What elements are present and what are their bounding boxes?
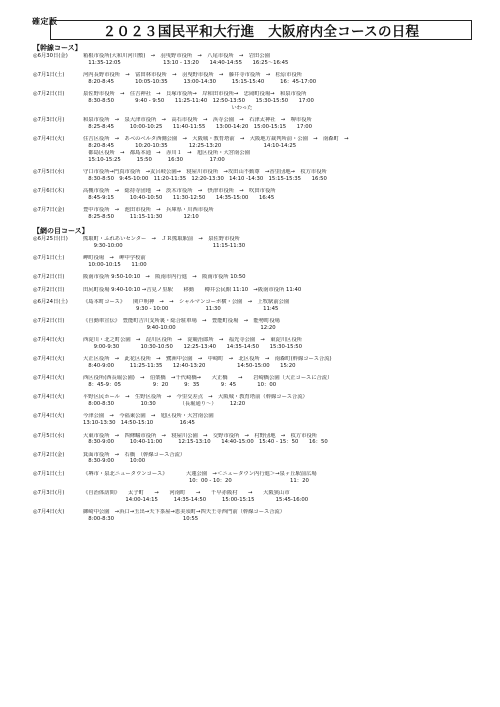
route-line: 守口市役所→門真市役所 →友呂岐公園→ 寝屋川市役所 →攻田山不動尊 →香里団地→ 枚方市役所 (83, 168, 327, 175)
entry-date: ◎7月2日(日) (33, 318, 65, 325)
time-line: 8：45-9：05 9：20 9：35 9：45 10：00 (83, 382, 277, 389)
entry-route (83, 394, 473, 408)
entry-route (83, 91, 473, 111)
time-line: 9:30-10:00 11:15-11:30 (83, 242, 246, 249)
route-line: 阪南市役所 9:50-10:10 → 阪南市内行進 → 阪南市役所 10:50 (83, 274, 246, 281)
entry-route (83, 375, 473, 389)
route-line: 岬町役場 → 岬中学校前 (83, 255, 146, 262)
time-line: 10:00-10:15 11:00 (83, 262, 147, 269)
schedule-entry (33, 356, 473, 370)
schedule-entry (33, 299, 473, 313)
entry-date: ◎7月2日(日) (33, 286, 65, 293)
schedule-entry (33, 413, 473, 427)
entry-date: ◎7月4日(火) (33, 413, 65, 420)
entry-route (83, 452, 473, 466)
entry-route (83, 509, 473, 523)
schedule-entry (33, 72, 473, 86)
entry-route (83, 207, 473, 221)
entry-route (83, 471, 473, 485)
route-line: 箱根市役所(大和川河川敷) → 羽曳野市役所 → 八尾市役所 → 岩田公園 (83, 53, 270, 59)
route-line: 箕面市役所 → 石橋 （幹線コース合流） (83, 451, 186, 458)
time-line: 8:20-8:45 10:20-10:35 12:25-13:20 14:10-14:25 (83, 142, 297, 149)
title-box (50, 20, 472, 40)
route-line: 大正区役所 → 此花区役所 → 鷺洲中公園 → 中崎町 → 北区役所 → 南森町(幹線コース合流) (83, 356, 332, 363)
schedule-entry (33, 91, 473, 111)
entry-date: ◎7月5日(水) (33, 168, 65, 175)
schedule-entry (33, 375, 473, 389)
section-title: 【幹線コース】 (33, 44, 82, 52)
time-line: 8:20-8:45 10:05-10:35 13:00-14:30 15:15-15:40 16：45-17:00 (83, 78, 317, 85)
schedule-entry (33, 452, 473, 466)
time-line: 11:35-12:05 13:10 - 13:20 14:40-14:55 16:25〜16:45 (83, 59, 289, 66)
time-line: いわった (83, 104, 253, 111)
route-line: 和泉市役所 → 泉大津市役所 → 高石市役所 → 浜寺公園 → 石津太神社 → 堺市役所 (83, 117, 312, 124)
entry-date: ◎7月4日(火) (33, 508, 65, 515)
time-line: 8:45-9:15 10:40-10:50 11:30-12:50 14:35-15:00 16:45 (83, 194, 275, 201)
entry-route (83, 299, 473, 313)
route-line: 西淀川・北之町公園 → 淀川区役所 → 淀競治郎所 → 福光寺公園 → 東淀川区役所 (83, 337, 303, 344)
header (32, 18, 474, 40)
entry-date: ◎7月6日(木) (33, 187, 65, 194)
route-line: 御崎中公園 →浜口→玉出→天下茶屋→恵美須町→四天王寺西門前（幹線コース合流） (83, 508, 286, 515)
schedule-entry (33, 188, 473, 202)
entry-date: ◎7月4日(火) (33, 375, 65, 382)
schedule-entry (33, 337, 473, 351)
entry-date: ◎7月7日(金) (33, 207, 65, 214)
entry-date: ◎7月3日(月) (33, 117, 65, 124)
entry-route (83, 53, 473, 67)
entry-route (83, 356, 473, 370)
route-line: 《島本町コース》 関戸明神 → → シャルマンコーポ横・公園 → 上牧駅前公園 (83, 298, 290, 305)
page-title: ２０２３国民平和大行進 大阪府内全コースの日程 (102, 24, 420, 40)
entry-date: ◎6月30日(金) (33, 53, 68, 59)
entry-route (83, 117, 473, 131)
entry-date: ◎7月1日(土) (33, 255, 65, 262)
time-line: 8:30-8:50 9:40 - 9:50 11:25-11:40 12:50-13:50 15:30-15:50 17:00 (83, 97, 314, 104)
route-line: 平野区民ホール → 生野区役所 → 今里交差点 → 大阪城・教育塔前（幹線コース合流） (83, 394, 308, 401)
time-line: 13:10-13:30 14:50-15:10 16:45 (83, 420, 195, 427)
entry-route (83, 136, 473, 163)
entry-route (83, 255, 473, 269)
schedule-entry (33, 471, 473, 485)
schedule-entry (33, 255, 473, 269)
entry-route (83, 433, 473, 447)
entry-date: ◎7月2日(日) (33, 274, 65, 281)
schedule-entry (33, 207, 473, 221)
time-line: 都島区役所 → 都島本通 → 赤川１ → 旭区役所・大宮南公園 (83, 149, 250, 156)
route-line: 《自動車宣伝》 豊能町吉川支所裏・総合駐車場 → 豊能町役場 → 能勢町役場 (83, 318, 280, 325)
entry-date: ◎7月2日(日) (33, 91, 65, 98)
time-line: 8:30-8:50 9:45-10:00 11:20-11:35 12:20-13:30 14:10 -14:30 15:15-15:35 16:50 (83, 175, 327, 182)
entry-route (83, 274, 473, 281)
time-line: 8:00-8:30 10:30 （長堀通り〜） 12:20 (83, 401, 246, 408)
entry-route (83, 188, 473, 202)
entry-date: ◎7月5日(水) (33, 432, 65, 439)
entry-route (83, 169, 473, 183)
route-line: 高槻市役所 → 総持寺団地 → 茨木市役所 → 摂津市役所 → 吹田市役所 (83, 187, 276, 194)
time-line: 8:30-9:00 10:40-11:00 12:15-13:10 14:40-15:00 15:40 - 15：50 16：50 (83, 439, 328, 446)
entry-route (83, 72, 473, 86)
route-line: 住吉区役所 → あべのベルタ西側公園 → 大阪城・教育塔前 → 大阪地方裁判所前・公園 → 南森町 → (83, 136, 349, 143)
route-line: 泉佐野市役所 → 住吉神社 → 貝塚市役所→ 岸和田市役所→ 忠岡町役場→ 和泉市役所 (83, 91, 307, 98)
schedule-entry (33, 318, 473, 332)
entry-route (83, 413, 473, 427)
schedule-body (33, 43, 473, 528)
schedule-entry (33, 117, 473, 131)
route-line: 大東市役所 → 四條畷市役所 → 寝屋川公園 → 交野市役所 → 村野団地 → 枚方市役所 (83, 432, 318, 439)
route-line: 豊中市役所 → 池田市役所 → 兵庫県・川西市役所 (83, 207, 214, 214)
route-line: 田尻町役場 9:40-10:10 →吉見ノ里駅 移動 樽井公民館 11:10 →阪南市役所 11:40 (83, 286, 302, 293)
route-line: 今津公園 → 今福東公園 → 旭区役所・大宮南公園 (83, 413, 214, 420)
time-line: 8:40-9:00 11:25-11:35 12:40-13:20 14:50-15:00 15:20 (83, 363, 296, 369)
schedule-entry (33, 433, 473, 447)
entry-route (83, 236, 473, 250)
entry-date: ◎7月4日(火) (33, 337, 65, 344)
entry-date: ◎7月4日(火) (33, 136, 65, 143)
time-line: 14:00-14:15 14:35-14:50 15:00-15:15 15:45-16:00 (83, 496, 309, 503)
route-line: 熊取町・ふれあいセンター → ＪＲ熊取駅前 → 泉佐野市役所 (83, 236, 240, 243)
schedule-entry (33, 490, 473, 504)
route-line: 西区役所(西長堀公園) → 伯楽橋 →千代崎橋→ 大正橋 → 岩崎橋公園（大正コースに合流） (83, 375, 333, 382)
entry-date: ◎7月1日(土) (33, 470, 65, 477)
time-line: 8:00-8:30 10:55 (83, 515, 199, 522)
entry-date: ◎6月24日(土) (33, 298, 68, 305)
final-version-badge: 確定版 (32, 17, 58, 26)
time-line: 10：00 - 10：20 11：20 (83, 477, 309, 484)
schedule-entry (33, 169, 473, 183)
time-line: 8:25-8:45 10:00-10:25 11:40-11:55 13:00-14:20 15:00-15:15 17:00 (83, 123, 312, 130)
section-title: 【網の目コース】 (33, 227, 89, 236)
time-line: 8:30-9:00 10:00 (83, 458, 146, 465)
entry-date: ◎7月4日(火) (33, 394, 65, 401)
schedule-entry (33, 236, 473, 250)
entry-route (83, 490, 473, 504)
schedule-entry (33, 394, 473, 408)
schedule-entry (33, 274, 473, 281)
schedule-entry (33, 287, 473, 294)
entry-date: ◎7月2日(金) (33, 451, 65, 458)
time-line: 9:40-10:00 12:20 (83, 324, 276, 331)
entry-date: ◎7月4日(火) (33, 356, 65, 363)
route-line: 《堺市・泉北ニュータウンコース》 大蓮公園 →＜ニュータウン内行進＞→泉ヶ丘駅前広場 (83, 470, 317, 477)
entry-gap (33, 523, 473, 529)
schedule-entry (33, 53, 473, 67)
entry-route (83, 337, 473, 351)
time-line: 9:30 - 10:00 11:30 11:45 (83, 305, 279, 312)
time-line: 9:00-9:30 10:30-10:50 12:25-13:40 14:35-14:50 15:30-15:50 (83, 343, 303, 350)
entry-date: ◎7月1日(土) (33, 72, 65, 79)
entry-route (83, 318, 473, 332)
entry-date: ◎7月3日(月) (33, 489, 65, 496)
entry-route (83, 287, 473, 294)
entry-date: ◎6月25日(日) (33, 236, 68, 243)
route-line: 河内長野市役所 → 富田林市役所 → 羽曳野市役所 → 藤井寺市役所 → 松原市役所 (83, 72, 303, 79)
schedule-entry (33, 136, 473, 163)
schedule-entry (33, 509, 473, 523)
time-line: 15:10-15:25 15:50 16:30 17:00 (83, 156, 225, 163)
time-line: 8:25-8:50 11:15-11:30 12:10 (83, 213, 199, 220)
route-line: 《自治体訪問》 太子町 → 河南町 → 千早赤阪村 → 大阪狭山市 (83, 489, 290, 496)
